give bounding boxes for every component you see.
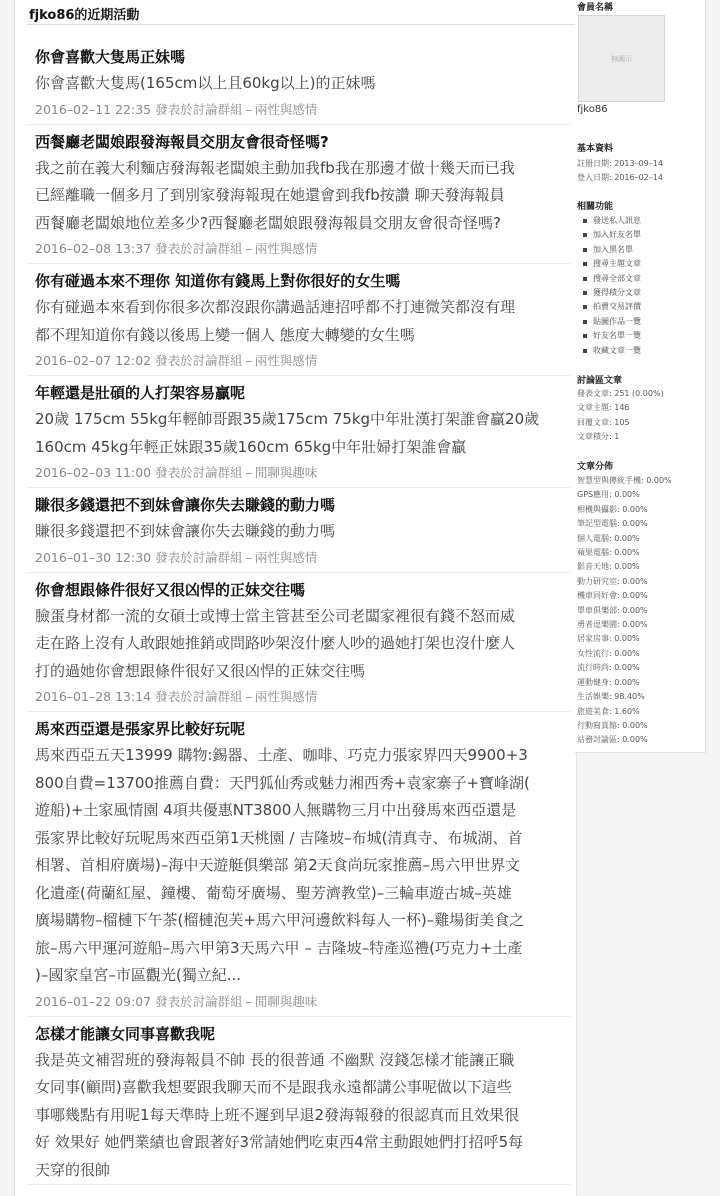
square-bullet-icon xyxy=(583,219,587,223)
post-excerpt-line: )–國家皇宮–市區觀光(獨立紀... xyxy=(35,966,242,984)
distribution-line: 個人電腦: 0.00% xyxy=(577,533,640,543)
distribution-line: 影音天地: 0.00% xyxy=(577,562,640,572)
post-date: 2016–01–28 13:14 xyxy=(35,689,152,704)
post-category-link[interactable]: 兩性與感情 xyxy=(254,549,318,565)
post-title-link[interactable]: 賺很多錢還把不到妹會讓你失去賺錢的動力嗎 xyxy=(35,496,336,514)
forum-stat-line: 發表文章: 251 (0.00%) xyxy=(577,389,664,398)
post-meta-label: 發表於討論群組 xyxy=(155,993,243,1009)
post-category-link[interactable]: 兩性與感情 xyxy=(254,689,318,704)
sidebar-function-link[interactable] xyxy=(577,272,641,286)
post-excerpt-line: 旅–馬六甲運河遊船–馬六甲第3天馬六甲 – 吉隆坡–特產巡禮(巧克力+土產 xyxy=(35,938,523,957)
distribution-list xyxy=(577,474,672,748)
post-meta-label: 發表於討論群組 xyxy=(155,241,243,256)
distribution-line: 筆記型電腦: 0.00% xyxy=(577,519,648,529)
post-item xyxy=(27,376,571,488)
post-title-link[interactable]: 你會喜歡大隻馬正妹嗎 xyxy=(35,48,186,66)
post-title-link[interactable]: 你會想跟條件很好又很凶悍的正妹交往嗎 xyxy=(35,580,306,599)
square-bullet-icon xyxy=(583,320,587,324)
post-excerpt-line: 賺很多錢還把不到妹會讓你失去賺錢的動力嗎 xyxy=(35,522,336,540)
sidebar-function-label: 加入黑名單 xyxy=(593,244,633,254)
square-bullet-icon xyxy=(583,291,587,295)
post-item xyxy=(27,1017,571,1186)
post-excerpt-line: 西餐廳老闆娘地位差多少?西餐廳老闆娘跟發海報員交朋友會很奇怪嗎? xyxy=(35,213,501,232)
sidebar-function-label: 加入好友名單 xyxy=(593,230,641,240)
post-excerpt-line: 廣場購物–榴槤下午茶(榴槤泡芙+馬六甲河邊飲料每人一杯)–雞場街美食之 xyxy=(35,911,525,929)
sidebar-function-link[interactable] xyxy=(577,214,641,228)
register-date: 註冊日期: 2013–09–14 xyxy=(577,159,663,168)
post-excerpt-line: 好 效果好 她們業績也會跟著好3常請她們吃東西4常主動跟她們打招呼5每 xyxy=(35,1133,524,1151)
sidebar-function-label: 獲得積分文章 xyxy=(593,288,641,298)
distribution-line: 相機與攝影: 0.00% xyxy=(577,504,648,514)
post-item xyxy=(27,712,571,1017)
post-item xyxy=(27,573,571,713)
square-bullet-icon xyxy=(583,233,587,237)
post-meta xyxy=(35,546,563,572)
post-date: 2016–02–08 13:37 xyxy=(35,241,152,256)
sidebar-function-link[interactable] xyxy=(577,286,641,300)
functions-heading: 相關功能 xyxy=(577,202,614,212)
post-meta xyxy=(35,98,563,124)
post-title-link[interactable]: 西餐廳老闆娘跟發海報員交朋友會很奇怪嗎? xyxy=(35,132,329,151)
post-meta-separator: – xyxy=(245,549,252,565)
post-excerpt-line: 160cm 45kg年輕正妹跟35歲160cm 65kg中年壯婦打架誰會贏 xyxy=(35,437,467,456)
post-excerpt-line: 臉蛋身材都一流的女碩士或博士當主管甚至公司老闆家裡很有錢不怒而威 xyxy=(35,606,516,625)
sidebar-function-label: 好友名單一覽 xyxy=(593,331,641,341)
distribution-line: 運動健身: 0.00% xyxy=(577,677,640,687)
distribution-line: 蘋果電腦: 0.00% xyxy=(577,548,640,558)
post-title-link[interactable]: 你有碰過本來不理你 知道你有錢馬上對你很好的女生嗎 xyxy=(35,272,401,290)
post-list xyxy=(15,40,576,1185)
sidebar-function-label: 發送私人訊息 xyxy=(593,216,641,225)
post-excerpt-line: 天穿的很帥 xyxy=(35,1160,111,1179)
post-date: 2016–01–22 09:07 xyxy=(35,993,152,1009)
post-meta-label: 發表於討論群組 xyxy=(155,353,243,368)
basic-info xyxy=(577,157,663,186)
sidebar-function-link[interactable] xyxy=(577,243,641,257)
post-meta-label: 發表於討論群組 xyxy=(155,101,243,117)
post-excerpt-line: 走在路上沒有人敢跟她推銷或問路吵架沒什麼人吵的過她打架也沒什麼人 xyxy=(35,634,516,652)
forum-posts-heading: 討論區文章 xyxy=(577,376,623,386)
post-meta xyxy=(35,349,563,375)
post-excerpt-line: 都不理知道你有錢以後馬上變一個人 態度大轉變的女生嗎 xyxy=(35,325,415,344)
post-item xyxy=(27,125,571,265)
post-excerpt-line: 遊船)+土家風情園 4項共優惠NT3800人無購物三月中出發馬來西亞還是 xyxy=(35,801,517,819)
avatar-placeholder-text: 無圖示 xyxy=(611,54,632,63)
post-excerpt xyxy=(35,1047,563,1185)
post-date: 2016–02–07 12:02 xyxy=(35,353,152,368)
post-category-link[interactable]: 兩性與感情 xyxy=(254,101,318,117)
post-meta xyxy=(35,990,563,1016)
post-category-link[interactable]: 兩性與感情 xyxy=(254,241,318,256)
square-bullet-icon xyxy=(583,277,587,281)
sidebar-function-label: 拍賣交易評價 xyxy=(593,302,641,312)
post-category-link[interactable]: 兩性與感情 xyxy=(254,353,318,368)
post-excerpt-line: 張家界比較好玩呢馬來西亞第1天桃園 / 吉隆坡–布城(清真寺、布城湖、首 xyxy=(35,828,523,847)
distribution-line: 動力研究室: 0.00% xyxy=(577,576,648,586)
post-excerpt-line: 相署、首相府廣場)–海中天遊艇俱樂部 第2天食尚玩家推薦–馬六甲世界文 xyxy=(35,856,521,874)
distribution-line: 智慧型與傳統手機: 0.00% xyxy=(577,476,672,485)
post-excerpt-line: 你有碰過本來看到你很多次都沒跟你講過話連招呼都不打連微笑都沒有理 xyxy=(35,298,516,316)
forum-stat-line: 文章主題: 146 xyxy=(577,403,630,413)
title-divider xyxy=(27,24,575,25)
post-excerpt-line: 你會喜歡大隻馬(165cm以上且60kg以上)的正妹嗎 xyxy=(35,74,376,92)
page-title: fjko86的近期活動 xyxy=(29,8,140,23)
distribution-line: 居家房事: 0.00% xyxy=(577,634,640,644)
sidebar-function-link[interactable] xyxy=(577,315,641,329)
post-excerpt xyxy=(35,742,563,990)
distribution-line: 女性流行: 0.00% xyxy=(577,648,640,658)
post-excerpt xyxy=(35,155,563,238)
sidebar-function-label: 搜尋全部文章 xyxy=(593,273,641,283)
forum-stat-line: 回覆文章: 105 xyxy=(577,417,630,427)
post-meta xyxy=(35,461,563,487)
sidebar-function-link[interactable] xyxy=(577,300,641,314)
distribution-line: 生活娛樂: 98.40% xyxy=(577,692,645,702)
sidebar-function-label: 收藏文章一覽 xyxy=(593,345,641,355)
post-meta-label: 發表於討論群組 xyxy=(155,549,243,565)
post-title-link[interactable]: 馬來西亞還是張家界比較好玩呢 xyxy=(35,720,246,738)
distribution-line: 勇者逗樂園: 0.00% xyxy=(577,620,648,630)
post-title-link[interactable]: 年輕還是壯碩的人打架容易贏呢 xyxy=(35,384,246,402)
square-bullet-icon xyxy=(583,262,587,266)
post-meta-label: 發表於討論群組 xyxy=(155,689,243,704)
username[interactable]: fjko86 xyxy=(577,104,608,115)
post-excerpt-line: 我是英文補習班的發海報員不帥 長的很普通 不幽默 沒錢怎樣才能讓正職 xyxy=(35,1050,515,1069)
post-excerpt xyxy=(35,603,563,686)
post-meta-separator: – xyxy=(245,101,252,117)
post-excerpt xyxy=(35,70,563,98)
post-item xyxy=(27,488,571,573)
post-meta-separator: – xyxy=(245,353,252,368)
post-meta-separator: – xyxy=(245,465,252,480)
post-item xyxy=(27,40,571,125)
distribution-line: 單車俱樂部: 0.00% xyxy=(577,605,648,615)
login-date: 登入日期: 2016–02–14 xyxy=(577,173,663,183)
distribution-line: 流行時尚: 0.00% xyxy=(577,663,640,673)
square-bullet-icon xyxy=(583,248,587,252)
sidebar-function-link[interactable] xyxy=(577,228,641,242)
square-bullet-icon xyxy=(583,334,587,338)
distribution-line: GPS應用: 0.00% xyxy=(577,490,640,500)
sidebar-function-link[interactable] xyxy=(577,329,641,343)
basic-info-heading: 基本資料 xyxy=(577,144,614,154)
sidebar-function-link[interactable] xyxy=(577,257,641,271)
post-excerpt-line: 800自費=13700推薦自費：天門狐仙秀或魅力湘西秀+袁家寨子+寶峰湖( xyxy=(35,773,530,792)
post-category-link[interactable]: 閒聊與趣味 xyxy=(254,465,318,480)
post-excerpt-line: 事哪幾點有用呢1每天準時上班不遲到早退2發海報發的很認真而且效果很 xyxy=(35,1105,520,1124)
distribution-line: 機車同好會: 0.00% xyxy=(577,591,648,601)
post-item xyxy=(27,264,571,376)
post-date: 2016–01–30 12:30 xyxy=(35,549,152,565)
avatar xyxy=(578,15,665,102)
post-meta-separator: – xyxy=(245,993,252,1009)
functions-list xyxy=(577,214,641,358)
post-meta-separator: – xyxy=(245,689,252,704)
distribution-line: 站務討論區: 0.00% xyxy=(577,735,648,745)
post-excerpt-line: 馬來西亞五天13999 購物:錫器、土產、咖啡、巧克力張家界四天9900+3 xyxy=(35,746,528,764)
post-excerpt-line: 已經離職一個多月了到別家發海報現在她還會到我fb按讚 聊天發海報員 xyxy=(35,186,505,204)
sidebar-function-label: 貼圖作品一覽 xyxy=(593,316,641,326)
forum-stat-line: 文章積分: 1 xyxy=(577,432,620,442)
forum-stats xyxy=(577,387,664,445)
square-bullet-icon xyxy=(583,349,587,353)
activity-panel xyxy=(14,0,577,1196)
post-date: 2016–02–03 11:00 xyxy=(35,465,152,480)
post-meta xyxy=(35,237,563,263)
distribution-line: 行動寫真館: 0.00% xyxy=(577,720,648,730)
post-category-link[interactable]: 閒聊與趣味 xyxy=(254,993,318,1009)
post-excerpt-line: 20歲 175cm 55kg年輕帥哥跟35歲175cm 75kg中年壯漢打架誰會贏20歲 xyxy=(35,410,540,428)
post-meta-separator: – xyxy=(245,241,252,256)
distribution-line: 旅遊美食: 1.60% xyxy=(577,706,640,716)
post-excerpt-line: 我之前在義大利麵店發海報老闆娘主動加我fb我在那邊才做十幾天而已我 xyxy=(35,158,515,177)
post-title-link[interactable]: 怎樣才能讓女同事喜歡我呢 xyxy=(35,1024,216,1043)
member-sidebar xyxy=(575,0,706,753)
post-excerpt xyxy=(35,294,563,349)
post-excerpt xyxy=(35,518,563,546)
post-excerpt-line: 打的過她你會想跟條件很好又很凶悍的正妹交往嗎 xyxy=(35,661,366,680)
distribution-heading: 文章分佈 xyxy=(577,462,614,472)
post-excerpt-line: 女同事(顧問)喜歡我想要跟我聊天而不是跟我永遠都講公事呢做以下這些 xyxy=(35,1078,512,1096)
post-meta xyxy=(35,685,563,711)
post-excerpt-line: 化遺產(荷蘭紅屋、鐘樓、葡萄牙廣場、聖芳濟教堂)–三輪車遊古城–英雄 xyxy=(35,883,512,902)
sidebar-function-label: 搜尋主題文章 xyxy=(593,259,641,269)
sidebar-function-link[interactable] xyxy=(577,344,641,358)
post-date: 2016–02–11 22:35 xyxy=(35,101,152,117)
member-name-heading: 會員名稱 xyxy=(577,3,614,13)
post-excerpt xyxy=(35,406,563,461)
square-bullet-icon xyxy=(583,305,587,309)
post-meta-label: 發表於討論群組 xyxy=(155,465,243,480)
